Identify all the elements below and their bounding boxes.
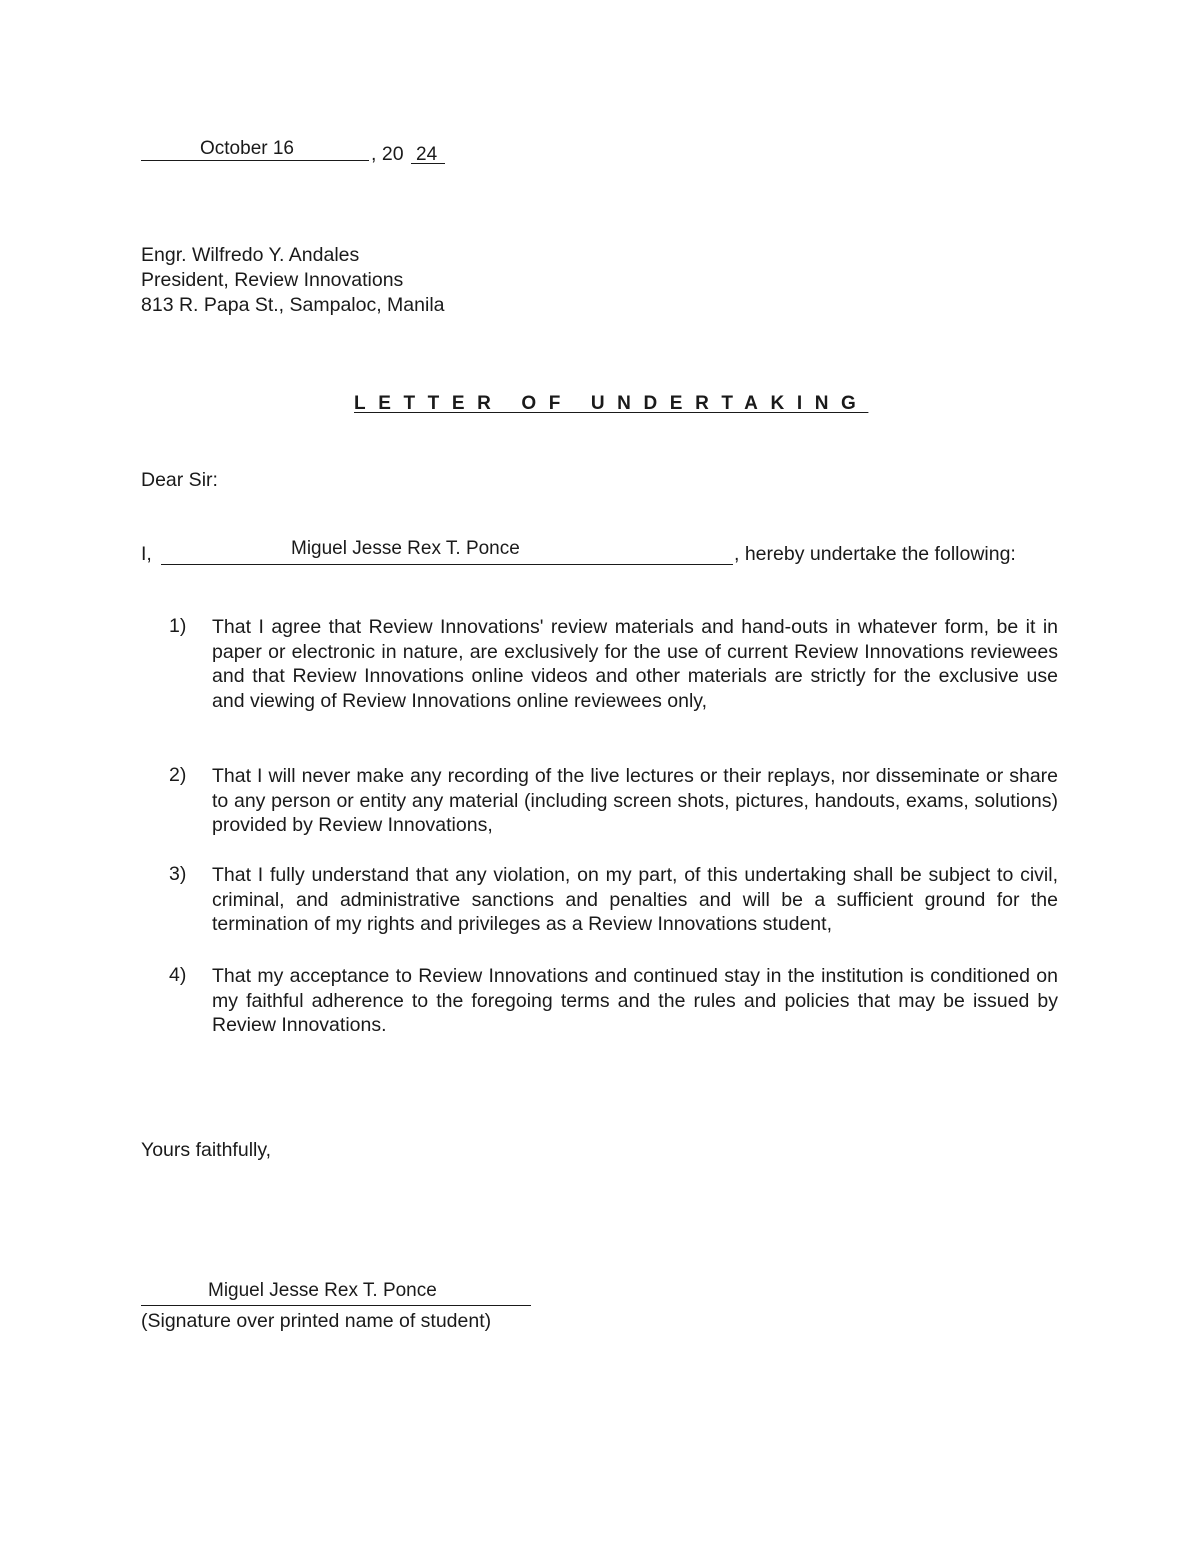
salutation: Dear Sir: (141, 469, 218, 491)
recipient-block (141, 243, 445, 318)
undertaking-suffix: , hereby undertake the following: (734, 543, 1016, 565)
date-comma: , (371, 143, 377, 165)
undertaking-name: Miguel Jesse Rex T. Ponce (291, 538, 520, 559)
signature-caption: (Signature over printed name of student) (141, 1310, 492, 1332)
item-text: That I agree that Review Innovations' review materials and hand-outs in whatever form, be it in paper or electronic in nature, are exclusively for the use of current Review Innovations reviewees and that Review Innovations online videos and other materials are strictly for the exclusive use and viewing of Review Innovations online reviewees only, (212, 616, 1058, 712)
undertaking-name-underline (161, 564, 733, 565)
date-month-day: October 16 (200, 138, 294, 159)
date-underline (141, 160, 369, 161)
item-number: 3) (169, 863, 187, 885)
item-text: That I will never make any recording of the live lectures or their replays, nor disseminate or share to any person or entity any material (including screen shots, pictures, handouts, exams, solutions) provided by Review Innovations, (212, 765, 1058, 837)
undertaking-prefix: I, (141, 543, 152, 565)
date-century-text: 20 (381, 143, 404, 165)
item-number: 2) (169, 764, 187, 786)
signature-line (141, 1305, 531, 1306)
item-number: 1) (169, 615, 187, 637)
recipient-name: Engr. Wilfredo Y. Andales (141, 244, 360, 266)
item-number: 4) (169, 964, 187, 986)
recipient-address: 813 R. Papa St., Sampaloc, Manila (141, 294, 445, 316)
date-century (371, 143, 404, 166)
item-text: That my acceptance to Review Innovations and continued stay in the institution is conditioned on my faithful adherence to the foregoing terms and the rules and policies that may be issued by Review Innovations. (212, 965, 1058, 1037)
recipient-position: President, Review Innovations (141, 269, 404, 291)
signature-printed-name: Miguel Jesse Rex T. Ponce (208, 1280, 437, 1301)
item-text: That I fully understand that any violation, on my part, of this undertaking shall be subject to civil, criminal, and administrative sanctions and penalties and will be a sufficient ground for the termination of my rights and privileges as a Review Innovations student, (212, 864, 1058, 936)
letter-title: LETTER OF UNDERTAKING (354, 393, 869, 414)
closing: Yours faithfully, (141, 1139, 272, 1161)
date-year: 24 (416, 144, 438, 165)
